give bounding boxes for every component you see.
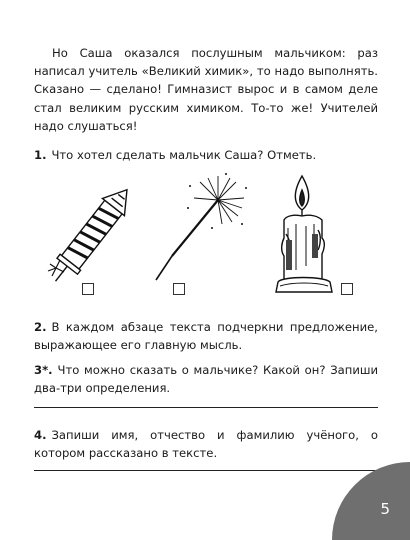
intro-text-end: То-то же! Учителей надо слушаться! <box>34 100 378 133</box>
intro-paragraph <box>34 44 378 135</box>
firework-rocket-icon <box>38 168 138 298</box>
intro-text: Но Саша оказался послушным мальчиком: раз написал учитель «Великий химик», то надо выполнять. Сказано — сделано! Гимназист вырос и в самом деле стал великим русским химиком. <box>34 46 378 115</box>
task-1-text: Что хотел сделать мальчик Саша? Отметь. <box>51 148 317 162</box>
task-2 <box>34 318 378 354</box>
task-3 <box>34 361 378 397</box>
task-3-number: 3*. <box>34 363 53 377</box>
page-corner-tab <box>332 462 410 540</box>
candle-icon <box>272 170 342 298</box>
task-4-text: Запиши имя, отчество и фамилию учёного, о котором рассказано в тексте. <box>34 428 378 461</box>
sparkler-icon <box>150 172 250 292</box>
answer-line-3[interactable] <box>34 407 378 408</box>
task-1-number: 1. <box>34 148 47 162</box>
answer-line-4[interactable] <box>34 470 378 471</box>
checkbox-sparkler[interactable] <box>173 283 185 295</box>
checkbox-candle[interactable] <box>341 283 353 295</box>
task-2-number: 2. <box>34 320 47 334</box>
task-3-text: Что можно сказать о мальчике? Какой он? Запиши два-три определения. <box>34 363 378 396</box>
task-2-text: В каждом абзаце текста подчеркни предложение, выражающее его главную мысль. <box>34 320 378 353</box>
page-number: 5 <box>380 500 390 518</box>
task-4-number: 4. <box>34 428 47 442</box>
task-4 <box>34 426 378 462</box>
checkbox-rocket[interactable] <box>82 283 94 295</box>
task-1 <box>34 146 378 164</box>
